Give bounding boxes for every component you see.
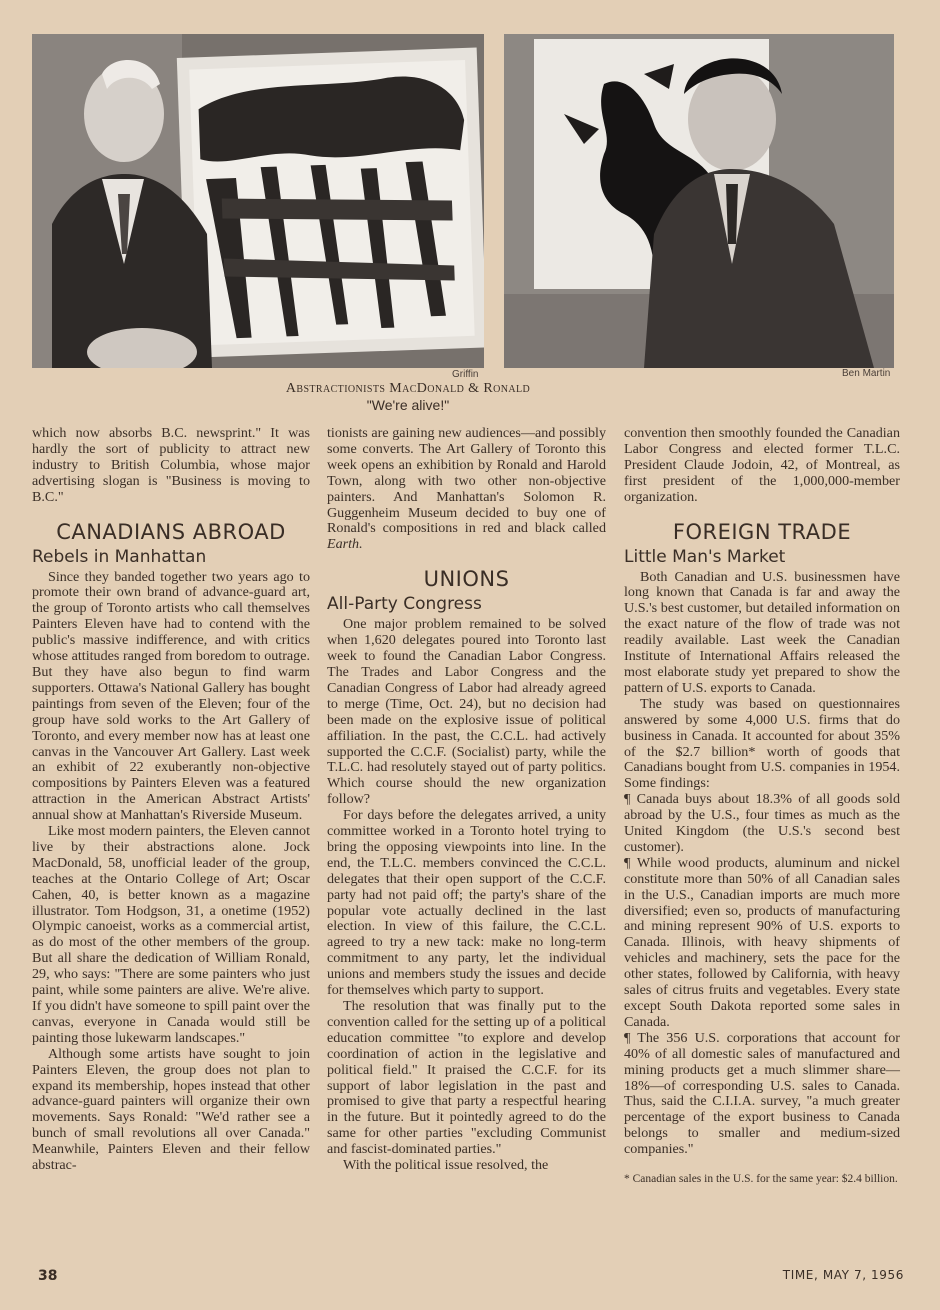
photo-ronald-image [504,34,894,368]
photo-ronald [504,34,894,368]
magazine-date-line: TIME, MAY 7, 1956 [782,1268,904,1282]
col2-paragraph-2: For days before the delegates arrived, a unity committee worked in a Toronto hotel trying to bring the opposing viewpoints into line. In the end, the T.L.C. members convinced the C.C.L. delegates that their open support of the C.C.F. party had not paid off; the party's share of the popular vote actually declined in the last election. In view of this failure, the C.C.L. agreed to try a new tack: make no long-term commitment to any party, let the individual unions and members study the issues and decide for themselves which party to support. [327,807,606,999]
column-2 [327,426,606,1174]
footnote: * Canadian sales in the U.S. for the same year: $2.4 billion. [624,1173,898,1186]
section-canadians-abroad: CANADIANS ABROAD [56,519,286,544]
col3-finding-2: ¶ While wood products, aluminum and nickel constitute more than 50% of all Canadian sales in the U.S., Canadian imports are much more diversified; even so, products of manufacturing and mining represent 90% of U.S. exports to Canada. Illinois, with heavy shipments of vehicles and machinery, sets the pace for the other states, followed by California, with heavy sales of citrus fruits and vegetables. Every state except South Dakota reported some sales in Canada. [624,854,900,1030]
headline-little-mans-market: Little Man's Market [624,546,786,567]
photo-credit-right: Ben Martin [842,368,891,379]
col3-paragraph-2: The study was based on questionnaires answered by some 4,000 U.S. firms that do business in Canada. It accounted for about 35% of the $2.7 billion* worth of goods that Canadians bought from U.S. companies in 1954. Some findings: [624,695,900,792]
photo-macdonald [32,34,484,368]
photo-caption-title: Abstractionists MacDonald & Ronald [285,381,531,396]
section-foreign-trade: FOREIGN TRADE [672,519,852,544]
col3-finding-3: ¶ The 356 U.S. corporations that account for 40% of all domestic sales of manufactured and mining products get a much slimmer share—18%—of corresponding U.S. sales to Canada. Thus, said the C.I.I.A. survey, "a much greater percentage of the export business to Canada belongs to smaller and medium-sized companies." [624,1029,900,1158]
headline-rebels-in-manhattan: Rebels in Manhattan [32,546,207,567]
photo-credit-left: Griffin [452,369,479,380]
col2-lead-paragraph [327,426,606,553]
col1-lead-paragraph: which now absorbs B.C. newsprint." It was hardly the sort of publicity to attract new industry to British Columbia, whose major advertising slogan is "Business is moving to B.C." [32,425,310,505]
col1-paragraph-2: Like most modern painters, the Eleven cannot live by their abstractions alone. Jock MacDonald, 58, unofficial leader of the group, teaches at the Ontario College of Art; Oscar Cahen, 40, is better known as a magazine illustrator. Tom Hodgson, 31, a onetime (1952) Olympic canoeist, works as a commercial artist, as do most of the other members of the group. But all share the dedication of William Ronald, 29, who says: "There are some painters who just paint, while some painters are alive. We're alive. If you didn't have someone to spill paint over the canvas, everyone in Canada would still be painting those lukewarm landscapes." [32,823,310,1046]
col3-finding-1: ¶ Canada buys about 18.3% of all goods sold abroad by the U.S., four times as much as the United Kingdom (the U.S.'s second best customer). [624,791,900,855]
col1-paragraph-3: Although some artists have sought to join Painters Eleven, the group does not plan to expand its membership, hopes instead that other advance-guard painters will organize their own movements. Says Ronald: "We'd rather see a bunch of small revolutions all over Canada." Meanwhile, Painters Eleven and their fellow abstrac- [32,1045,310,1174]
page-number: 38 [38,1268,58,1284]
col2-paragraph-1: One major problem remained to be solved when 1,620 delegates poured into Toronto last week to found the Canadian Labor Congress. The Trades and Labor Congress and the Canadian Congress of Labor had already agreed to merge (Time, Oct. 24), but no decision had been made on the explosive issue of political affiliation. In the past, the C.C.L. had actively supported the C.C.F. (Socialist) party, while the T.L.C. had resolutely stayed out of party politics. Which course should the new organization follow? [327,616,606,808]
column-1 [32,426,310,1174]
headline-all-party-congress: All-Party Congress [327,594,482,615]
col3-paragraph-1: Both Canadian and U.S. businessmen have long known that Canada is far and away the U.S.'s best customer, but detailed information on the exact nature of the flow of trade was not readily available. Last week the Canadian Institute of International Affairs released the most elaborate study yet prepared to show the pattern of U.S. exports to Canada. [624,568,900,696]
col2-lead-text: tionists are gaining new audiences—and possibly some converts. The Art Gallery of Toronto this week opens an exhibition by Ronald and Harold Town, along with two other non-objective painters. And Manhattan's Solomon R. Guggenheim Museum decided to buy one of Ronald's compositions in red and black called [327,425,606,537]
col2-lead-title: Earth. [327,536,363,553]
col2-paragraph-4: With the political issue resolved, the [343,1157,549,1174]
col2-paragraph-3: The resolution that was finally put to the convention called for the setting up of a political education committee "to explore and develop coordination of action in the legislative and political field." It praised the C.C.F. for its support of labor legislation in the past and promised to give that party a respectful hearing in the future. But it pointedly agreed to do the same for other parties "excluding Communist and fascist-dominated parties." [327,998,606,1158]
photo-caption-quote: "We're alive!" [366,397,450,413]
photo-macdonald-image [32,34,484,368]
col3-lead-paragraph: convention then smoothly founded the Canadian Labor Congress and elected former T.L.C. President Claude Jodoin, 42, of Montreal, as first president of the 1,000,000-member organization. [624,425,900,505]
section-unions: UNIONS [423,567,510,592]
column-3 [624,426,900,1186]
col1-paragraph-1: Since they banded together two years ago to promote their own brand of advance-guard art, the group of Toronto artists who call themselves Painters Eleven have had to contend with the public's massive indifference, and with critics whose attitudes ranged from boredom to outrage. But they have also begun to find warm supporters. Ottawa's National Gallery has bought paintings from seven of the Eleven; four of the group have sold works to the Art Gallery of Toronto, and every member now has at least one canvas in the Vancouver Art Gallery. Last week an exhibit of 22 exuberantly non-objective compositions by Painters Eleven was a featured attraction in the American Abstract Artists' annual show at Manhattan's Riverside Museum. [32,568,310,824]
